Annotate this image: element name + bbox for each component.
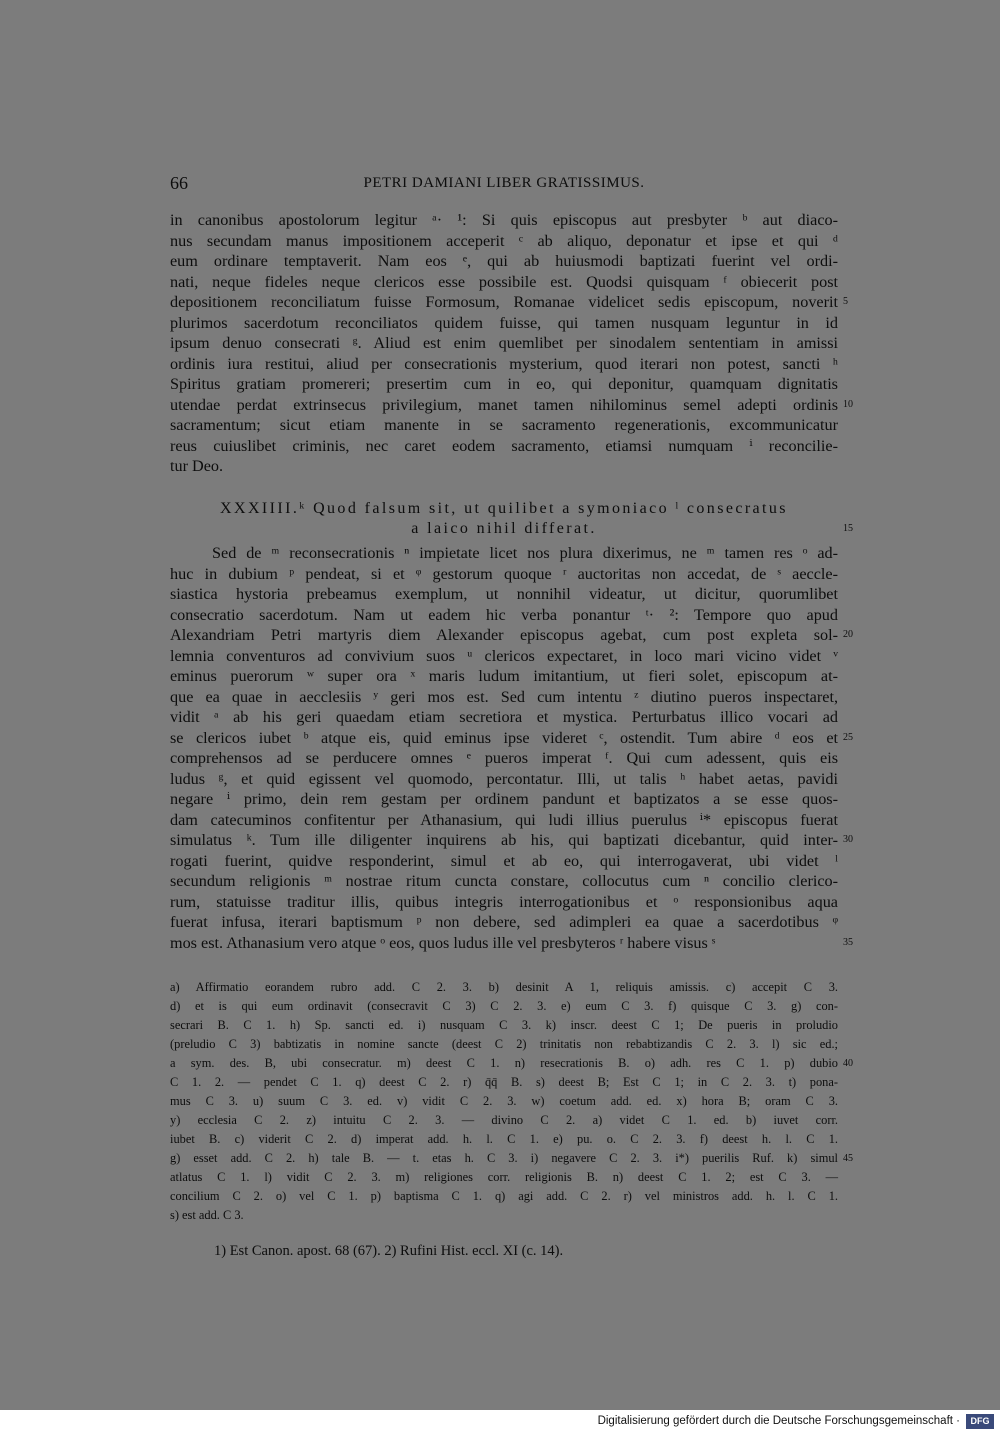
para1-line: ipsum denuo consecrati ᵍ. Aliud est enim quemlibet per sinodalem sententiam in amissi bbox=[170, 334, 838, 352]
notes-line: iubet B. c) viderit C 2. d) imperat add. h. l. C 1. e) pu. o. C 2. 3. f) deest h. l. C 1. bbox=[170, 1132, 838, 1146]
line-number: 5 bbox=[843, 296, 848, 307]
page-header bbox=[170, 173, 838, 197]
dfg-logo: DFG bbox=[966, 1414, 994, 1429]
para1-line: nus secundam manus impositionem acceperit ᶜ ab aliquo, deponatur et ipse et qui ᵈ bbox=[170, 231, 838, 250]
line-number: 45 bbox=[843, 1153, 853, 1164]
critical-apparatus bbox=[170, 978, 853, 1225]
notes-line: a sym. des. B, ubi consecratur. m) deest C 1. n) resecrationis B. o) adh. res C 1. p) dubio 40 bbox=[170, 1054, 838, 1073]
para1-line: tur Deo. bbox=[170, 457, 224, 475]
para2-line: que ea quae in aecclesiis ʸ geri mos est. Sed cum intentu ᶻ diutino pueros inspectaret, bbox=[170, 687, 838, 706]
para1-line: utendae perdat extrinsecus privilegium, manet tamen nihilominus semel adepti ordinis 10 bbox=[170, 395, 853, 414]
notes-line: d) et is qui eum ordinavit (consecravit C 3) C 2. 3. e) eum C 3. f) quisque C 3. g) con- bbox=[170, 999, 838, 1013]
para1-line: sacramentum; sicut etiam manente in se sacramento regenerationis, excommunicatur bbox=[170, 416, 838, 434]
para1-line: ordinis iura restitui, aliud per consecrationis mysterium, quod iterari non potest, sancti ʰ bbox=[170, 354, 838, 373]
paragraph-1 bbox=[170, 210, 853, 477]
line-number: 30 bbox=[843, 834, 853, 845]
chapter-title-line-1: XXXIIII.ᵏ Quod falsum sit, ut quilibet a symoniaco ˡ consecratus bbox=[220, 500, 788, 517]
para1-line: reus cuiuslibet criminis, nec caret eodem sacramento, etiamsi numquam ⁱ reconcilie- bbox=[170, 436, 838, 455]
para1-line: in canonibus apostolorum legitur ᵃ· ¹: Si quis episcopus aut presbyter ᵇ aut diaco- bbox=[170, 211, 838, 229]
para2-line: mos est. Athanasium vero atque ᵒ eos, quos ludus ille vel presbyteros ʳ habere visus ˢ 35 bbox=[170, 933, 853, 952]
funding-notice: Digitalisierung gefördert durch die Deutsche Forschungsgemeinschaft · bbox=[597, 1415, 960, 1427]
line-number: 10 bbox=[843, 398, 853, 410]
para1-line: plurimos sacerdotum reconciliatos quidem fuisse, qui tamen nusquam leguntur in id bbox=[170, 313, 838, 332]
para2-line: Sed de ᵐ reconsecrationis ⁿ impietate licet nos plura dixerimus, ne ᵐ tamen res ᵒ ad- bbox=[212, 544, 838, 562]
line-number: 15 bbox=[843, 523, 853, 534]
para2-line: siastica hystoria prebeamus exemplum, ut nonnihil videatur, ut dicitur, quorumlibet bbox=[170, 585, 838, 603]
line-number: 20 bbox=[843, 629, 853, 640]
para2-line: Alexandriam Petri martyris diem Alexander episcopus agebat, cum post expleta sol- 20 bbox=[170, 626, 853, 644]
para2-line: vidit ᵃ ab his geri quaedam etiam secretiora et mystica. Perturbatus illico vocari ad bbox=[170, 708, 838, 726]
para1-line: eum ordinare temptaverit. Nam eos ᵉ, qui ab huiusmodi baptizati fuerint vel ordi- bbox=[170, 252, 838, 270]
para2-line: rum, statuisse traditur illis, quibus integris interrogationibus et ᵒ responsionibus aqua bbox=[170, 892, 838, 911]
para2-line: rogati fuerint, quidve responderint, simul et ab eo, qui interrogaverat, ubi videt ˡ bbox=[170, 851, 838, 870]
paragraph-2 bbox=[170, 543, 853, 953]
para1-line: Spiritus gratiam promereri; presertim cum in eo, qui deponitur, quamquam dignitatis bbox=[170, 375, 838, 393]
notes-line: s) est add. C 3. bbox=[170, 1208, 244, 1222]
notes-line: mus C 3. u) suum C 3. ed. v) vidit C 2. 3. w) coetum add. ed. x) hora B; oram C 3. bbox=[170, 1094, 838, 1108]
para1-line: depositionem reconciliatum fuisse Formosum, Romanae videlicet sedis episcopum, noverit 5 bbox=[170, 293, 848, 311]
para1-line: nati, neque fideles neque clericos esse possibile est. Quodsi quisquam ᶠ obiecerit post bbox=[170, 272, 838, 291]
notes-line: (preludio C 3) babtizatis in nomine sancte (deest C 2) trinitatis non rebabtizandis C 2. 3. l) sic ed.; bbox=[170, 1037, 838, 1051]
notes-line: y) ecclesia C 2. z) intuitu C 2. 3. — divino C 2. a) videt C 1. ed. b) iuvet corr. bbox=[170, 1113, 838, 1127]
notes-line: secrari B. C 1. h) Sp. sancti ed. i) nusquam C 3. k) inscr. deest C 1; De pueris in proludio bbox=[170, 1018, 838, 1032]
para2-line: secundum religionis ᵐ nostrae ritum cuncta constare, collocutus cum ⁿ concilio clerico- bbox=[170, 872, 838, 890]
para2-line: comprehensos ad se perducere omnes ᵉ pueros imperat ᶠ. Qui cum adessent, quis eis bbox=[170, 749, 838, 767]
footnotes: 1) Est Canon. apost. 68 (67). 2) Rufini Hist. eccl. XI (c. 14). bbox=[214, 1243, 564, 1259]
para2-line: simulatus ᵏ. Tum ille diligenter inquirens ab his, qui baptizati dicebantur, quid inter- 30 bbox=[170, 831, 853, 849]
chapter-heading bbox=[170, 499, 853, 539]
notes-line: g) esset add. C 2. h) tale B. — t. etas h. C 3. i) negavere C 2. 3. i*) puerilis Ruf. k) simul 45 bbox=[170, 1149, 838, 1168]
para2-line: ludus ᵍ, et quid egissent vel quomodo, percontatur. Illi, ut talis ʰ habet aetas, pavidi bbox=[170, 769, 838, 788]
line-number: 35 bbox=[843, 936, 853, 948]
para2-line: negare ⁱ primo, dein rem gestam per ordinem pandunt et baptizatos a se esse quos- bbox=[170, 790, 838, 808]
notes-line: concilium C 2. o) vel C 1. p) baptisma C 1. q) agi add. C 2. r) vel ministros add. h. l. C 1. bbox=[170, 1189, 838, 1203]
running-head: PETRI DAMIANI LIBER GRATISSIMUS. bbox=[363, 175, 645, 191]
line-number: 40 bbox=[843, 1058, 853, 1069]
para2-line: consecratio sacerdotum. Nam ut eadem hic verba ponantur ᵗ· ²: Tempore quo apud bbox=[170, 605, 838, 624]
notes-line: C 1. 2. — pendet C 1. q) deest C 2. r) q̄q̄ B. s) deest B; Est C 1; in C 2. 3. t) pona- bbox=[170, 1075, 838, 1089]
para2-line: fuerat infusa, iterari baptismum ᵖ non debere, sed adimpleri ea quae a sacerdotibus ᵠ bbox=[170, 913, 838, 931]
para2-line: eminus puerorum ʷ super ora ˣ maris ludum imitantium, ut fieri solet, episcopum at- bbox=[170, 667, 838, 685]
page-number: 66 bbox=[170, 173, 188, 193]
para2-line: se clericos iubet ᵇ atque eis, quid eminus ipse videret ᶜ, ostendit. Tum abire ᵈ eos et 25 bbox=[170, 728, 853, 747]
notes-line: a) Affirmatio eorandem rubro add. C 2. 3. b) desinit A 1, reliquis amissis. c) accepit C 3. bbox=[170, 980, 838, 994]
para2-line: lemnia conventuros ad convivium suos ᵘ clericos expectaret, in loco mari vicino videt ᵛ bbox=[170, 646, 838, 665]
notes-line: atlatus C 1. l) vidit C 2. 3. m) religiones corr. religionis B. n) deest C 1. 2; est C 3. — bbox=[170, 1170, 838, 1184]
para2-line: dam catecuminos confitentur per Athanasium, qui ludi illius puerulus ⁱ* episcopus fuerat bbox=[170, 810, 838, 829]
line-number: 25 bbox=[843, 731, 853, 743]
chapter-title-line-2: a laico nihil differat. 15 bbox=[170, 519, 838, 539]
para2-line: huc in dubium ᵖ pendeat, si et ᵠ gestorum quoque ʳ auctoritas non accedat, de ˢ aeccle- bbox=[170, 564, 838, 583]
footer-bar bbox=[0, 1410, 1000, 1434]
